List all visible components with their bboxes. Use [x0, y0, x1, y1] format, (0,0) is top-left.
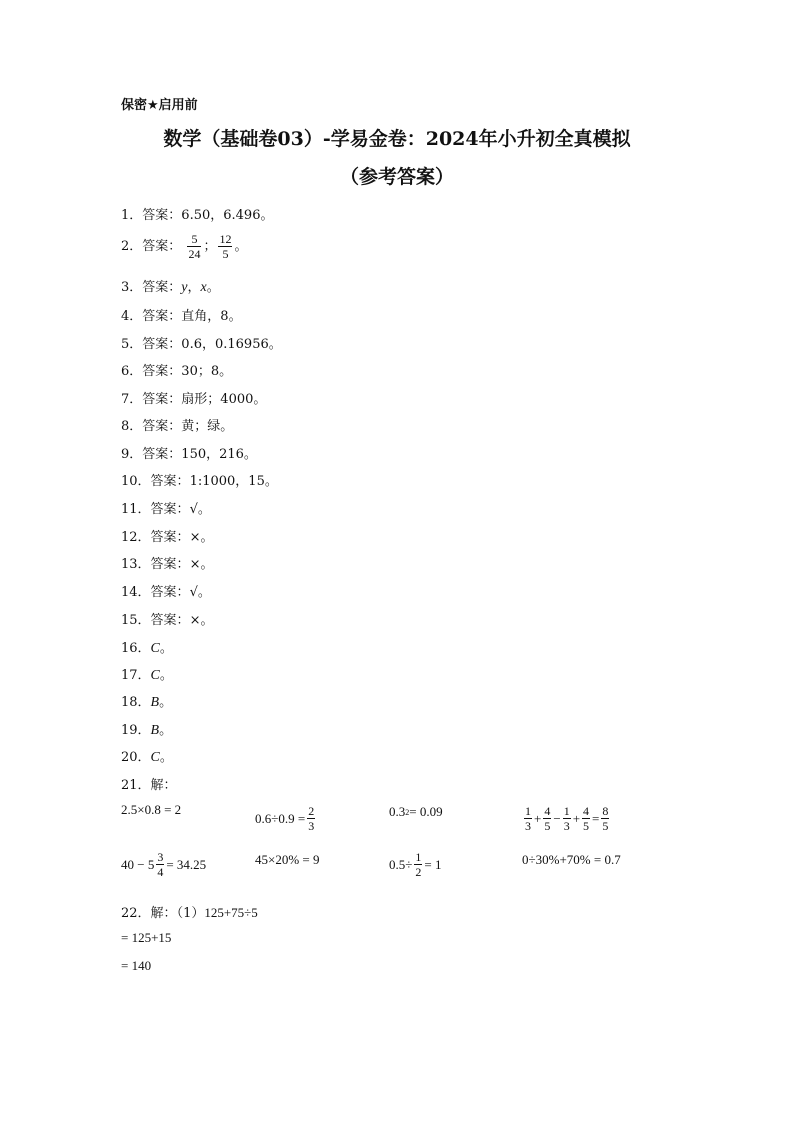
calc-8: 0÷30%+70% = 0.7 — [522, 852, 621, 867]
answer-4: 4．答案：直角，8。 — [121, 309, 242, 324]
answer-6: 6．答案：30；8。 — [121, 364, 233, 379]
q22-step-1: = 125+15 — [121, 930, 172, 945]
answer-8: 8．答案：黄；绿。 — [121, 419, 234, 434]
answer-18: 18．B。 — [121, 695, 173, 710]
calc-3: 0.3 2 = 0.09 — [389, 804, 443, 819]
calc-6: 45×20% = 9 — [255, 852, 320, 867]
answer-1: 1．答案：6.50，6.496。 — [121, 208, 274, 223]
answer-14: 14．答案：√。 — [121, 585, 211, 600]
calc-7: 0.5÷ $\frac{1}{2}$ = 1 — [389, 850, 442, 879]
calc-2: 0.6÷0.9 = $\frac{2}{3}$ — [255, 804, 315, 833]
answer-5: 5．答案：0.6，0.16956。 — [121, 337, 282, 352]
answer-17: 17．C。 — [121, 668, 173, 683]
calc-4: $\frac{1}{3}$ + $\frac{4}{5}$ − $\frac{1}{3}$ + $\frac{4}{5}$ = $\frac{8}{5}$ — [525, 804, 609, 833]
answer-11: 11．答案：√。 — [121, 502, 211, 517]
answer-12: 12．答案：×。 — [121, 530, 214, 545]
answer-2: 2．答案： $\frac{5}{24}$ ； $\frac{12}{5}$ 。 — [121, 232, 248, 261]
answer-10: 10．答案：1:1000，15。 — [121, 474, 278, 489]
answer-15: 15．答案：×。 — [121, 613, 214, 628]
confidential-mark: 保密★启用前 — [121, 98, 198, 113]
answer-3: 3．答案：y，x。 — [121, 280, 220, 295]
calc-5: 40 − 5 $\frac{3}{4}$ = 34.25 — [121, 850, 207, 879]
calc-1: 2.5×0.8 = 2 — [121, 802, 182, 817]
answer-13: 13．答案：×。 — [121, 557, 214, 572]
page-subtitle: （参考答案） — [339, 166, 454, 188]
answer-9: 9．答案：150，216。 — [121, 447, 257, 462]
answer-7: 7．答案：扇形；4000。 — [121, 392, 267, 407]
fraction: $\frac{5}{24}$ — [188, 232, 201, 261]
q22-step-2: = 140 — [121, 958, 152, 973]
answer-19: 19．B。 — [121, 723, 173, 738]
page-title: 数学（基础卷03）-学易金卷：2024年小升初全真模拟 — [163, 128, 631, 150]
answer-22: 22．解：（1）125+75÷5 — [121, 905, 258, 921]
answer-21: 21．解： — [121, 778, 177, 793]
fraction: $\frac{12}{5}$ — [219, 232, 232, 261]
answer-16: 16．C。 — [121, 641, 173, 656]
answer-20: 20．C。 — [121, 750, 173, 765]
